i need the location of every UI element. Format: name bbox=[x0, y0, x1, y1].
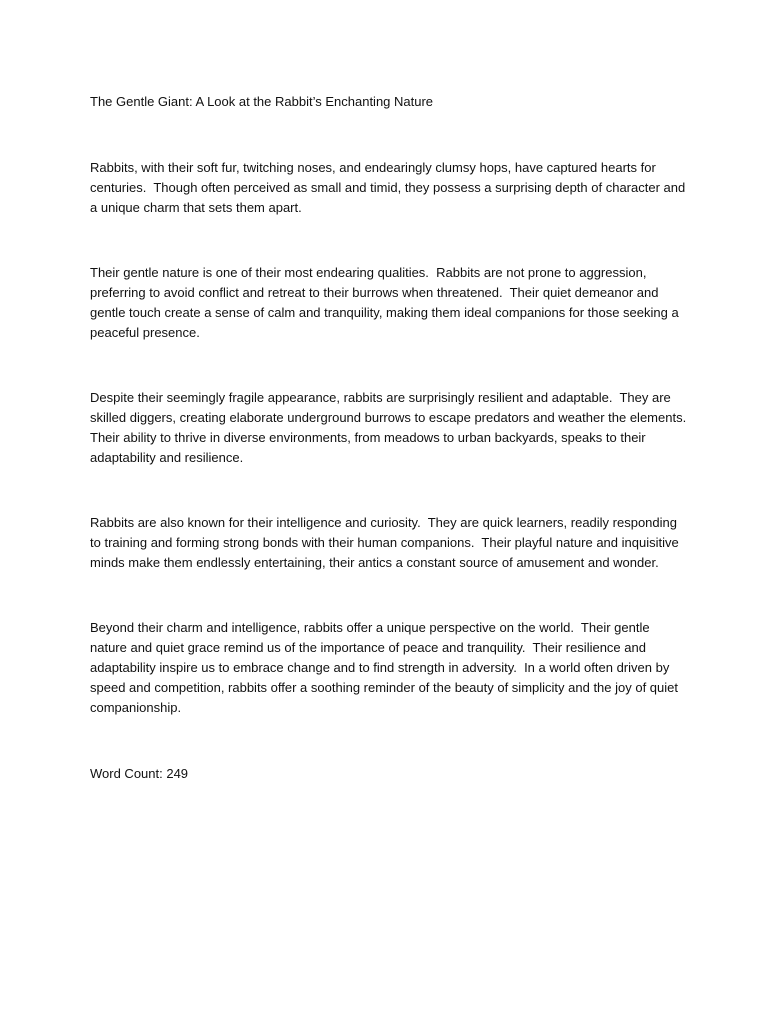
word-count: Word Count: 249 bbox=[90, 766, 189, 781]
paragraph-5: Beyond their charm and intelligence, rabbits offer a unique perspective on the world. Their gentle nature and quiet grace remind us of the importance of peace and tranquility. Their resilience and adaptability inspire us to embrace change and to find strength in adversity. In a world often driven by speed and competition, rabbits offer a soothing reminder of the beauty of simplicity and the joy of quiet companionship. bbox=[90, 620, 682, 715]
paragraph-4: Rabbits are also known for their intelligence and curiosity. They are quick learners, readily responding to training and forming strong bonds with their human companions. Their playful nature and inquisitive minds make them endlessly entertaining, their antics a constant source of amusement and wonder. bbox=[90, 515, 683, 570]
paragraph-1: Rabbits, with their soft fur, twitching noses, and endearingly clumsy hops, have captured hearts for centuries. Though often perceived as small and timid, they possess a surprising depth of character and a unique charm that sets them apart. bbox=[90, 160, 689, 215]
paragraph-2: Their gentle nature is one of their most endearing qualities. Rabbits are not prone to aggression, preferring to avoid conflict and retreat to their burrows when threatened. Their quiet demeanor and gentle touch create a sense of calm and tranquility, making them ideal companions for those seeking a peaceful presence. bbox=[90, 265, 683, 340]
document-title: The Gentle Giant: A Look at the Rabbit’s Enchanting Nature bbox=[90, 94, 434, 109]
paragraph-3: Despite their seemingly fragile appearance, rabbits are surprisingly resilient and adaptable. They are skilled diggers, creating elaborate underground burrows to escape predators and weather the elements. Their ability to thrive in diverse environments, from meadows to urban backyards, speaks to their adaptability and resilience. bbox=[90, 390, 694, 465]
document-body bbox=[90, 92, 694, 784]
